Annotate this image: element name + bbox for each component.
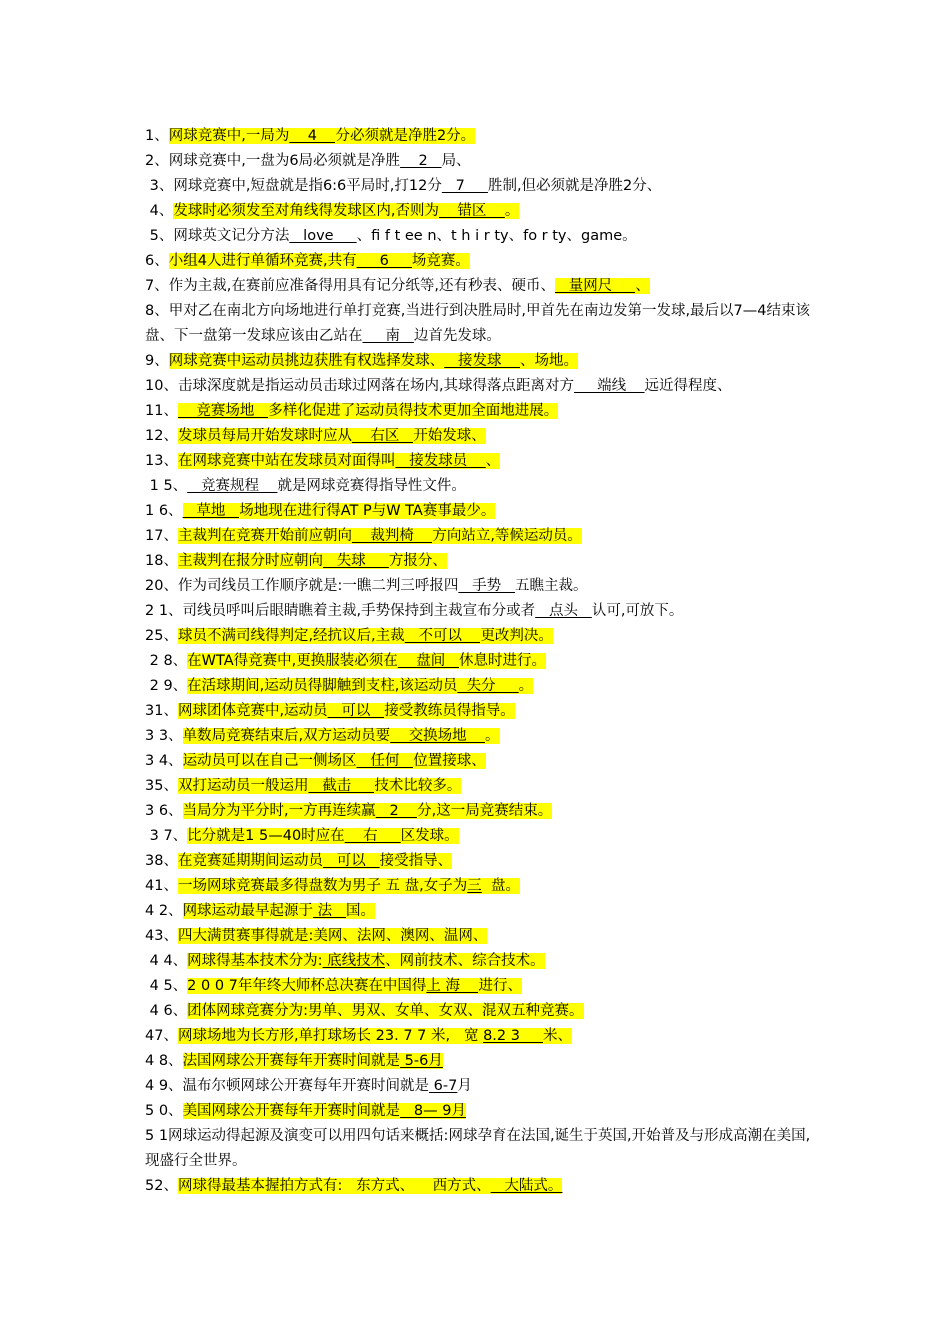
question-text: 分,这一局竞赛结束。	[417, 803, 553, 819]
question-line	[145, 849, 813, 874]
question-text: 2 8、	[145, 653, 188, 669]
question-text: 远近得程度、	[644, 378, 732, 394]
question-line	[145, 524, 813, 549]
question-text: 单数局竞赛结束后,双方运动员要	[182, 728, 391, 744]
question-text: 4 6、	[145, 1003, 188, 1019]
question-text: 3 4、	[145, 753, 183, 769]
question-text: 边首先发球。	[413, 328, 501, 344]
answer-blank: 三	[467, 878, 482, 894]
answer-blank: 竞赛规程	[187, 478, 278, 494]
question-text: 3 6、	[145, 803, 183, 819]
question-text: 1 5、	[145, 478, 188, 494]
question-text: 5、网球英文记分方法	[145, 228, 290, 244]
question-line	[145, 999, 813, 1024]
question-line	[145, 274, 813, 299]
question-text: 认可,可放下。	[591, 603, 684, 619]
question-text: 47、	[145, 1028, 178, 1044]
answer-blank: 接发球	[444, 353, 520, 369]
question-text: 球员不满司线得判定,经抗议后,主裁	[177, 628, 405, 644]
question-text: 20、作为司线员工作顺序就是:一瞧二判三呼报四	[145, 578, 459, 594]
answer-blank: 南	[362, 328, 414, 344]
question-text: 3、网球竞赛中,短盘就是指6:6平局时,打12分	[145, 178, 442, 194]
question-line	[145, 1174, 813, 1199]
question-line	[145, 974, 813, 999]
question-text: 、fi f t ee n、t h i r ty、fo r ty、game。	[356, 228, 637, 244]
question-text: 4 2、	[145, 903, 183, 919]
question-line	[145, 549, 813, 574]
answer-blank: 接发球员	[395, 453, 486, 469]
question-text: 网球场地为长方形,单打球场长 23. 7 7 米, 宽	[177, 1028, 484, 1044]
question-text: 43、	[145, 928, 178, 944]
question-text: 位置接球、	[413, 753, 486, 769]
question-text: 4 4、	[145, 953, 188, 969]
answer-blank: 草地	[182, 503, 240, 519]
question-line	[145, 349, 813, 374]
question-line	[145, 774, 813, 799]
question-line	[145, 674, 813, 699]
answer-blank: 量网尺	[554, 278, 636, 294]
question-text: 发球员每局开始发球时应从	[177, 428, 352, 444]
question-line	[145, 499, 813, 524]
question-text: 米、	[543, 1028, 573, 1044]
question-text: 网球竞赛中,一局为	[168, 128, 290, 144]
question-text: 分必须就是净胜2分。	[335, 128, 476, 144]
question-text: 、场地。	[520, 353, 578, 369]
question-text: 主裁判在报分时应朝向	[177, 553, 323, 569]
question-text: 1、	[145, 128, 169, 144]
answer-blank: 6-7	[429, 1078, 458, 1094]
question-line	[145, 199, 813, 224]
question-text: 比分就是1 5—40时应在	[187, 828, 345, 844]
answer-blank: 2	[375, 803, 418, 819]
question-text: 17、	[145, 528, 178, 544]
answer-blank: 手势	[458, 578, 515, 594]
question-text: 网球运动最早起源于	[182, 903, 314, 919]
question-line	[145, 1099, 813, 1124]
question-text: 就是网球竞赛得指导性文件。	[277, 478, 466, 494]
question-text: 7、作为主裁,在赛前应准备得用具有记分纸等,还有秒表、硬币、	[145, 278, 555, 294]
question-text: 12、	[145, 428, 178, 444]
question-text: 、	[635, 278, 650, 294]
answer-blank: 2	[400, 153, 442, 169]
question-text: 盘。	[481, 878, 520, 894]
answer-blank: 5-6月	[400, 1053, 443, 1069]
question-text: 法国网球公开赛每年开赛时间就是	[182, 1053, 401, 1069]
answer-blank: 竞赛场地	[177, 403, 269, 419]
question-text: 2 9、	[145, 678, 188, 694]
question-text: 接受教练员得指导。	[384, 703, 515, 719]
question-text: 在WTA得竞赛中,更换服装必须在	[187, 653, 398, 669]
question-text: 3 7、	[145, 828, 188, 844]
question-line	[145, 699, 813, 724]
question-text: 运动员可以在自己一侧场区	[182, 753, 357, 769]
question-text: 一场网球竞赛最多得盘数为男子 五 盘,女子为	[177, 878, 468, 894]
question-text: 网球团体竞赛中,运动员	[177, 703, 328, 719]
question-text: 主裁判在竞赛开始前应朝向	[177, 528, 352, 544]
question-text: 技术比较多。	[374, 778, 462, 794]
question-line	[145, 874, 813, 899]
answer-blank: 7	[441, 178, 488, 194]
question-text: 在竞赛延期期间运动员	[177, 853, 323, 869]
question-text: 方报分、	[388, 553, 447, 569]
question-text: 5 0、	[145, 1103, 183, 1119]
answer-blank: 可以	[327, 703, 385, 719]
question-text: 网球竞赛中运动员挑边获胜有权选择发球、	[168, 353, 445, 369]
question-text: 美国网球公开赛每年开赛时间就是	[182, 1103, 401, 1119]
question-text: 4 5、	[145, 978, 188, 994]
question-text: 场竞赛。	[411, 253, 470, 269]
question-text: 双打运动员一般运用	[177, 778, 309, 794]
answer-blank: 失分	[457, 678, 519, 694]
answer-blank: 不可以	[404, 628, 481, 644]
question-text: 区发球。	[400, 828, 459, 844]
question-text: 13、	[145, 453, 178, 469]
question-text: 41、	[145, 878, 178, 894]
question-line	[145, 599, 813, 624]
answer-blank: 右区	[351, 428, 414, 444]
question-line	[145, 799, 813, 824]
question-text: 更改判决。	[480, 628, 553, 644]
answer-blank: 法	[313, 903, 346, 919]
question-text: 4、	[145, 203, 174, 219]
question-text: 局、	[441, 153, 471, 169]
question-text: 9、	[145, 353, 169, 369]
question-text: 31、	[145, 703, 178, 719]
question-text: 6、	[145, 253, 169, 269]
answer-blank: 4	[289, 128, 336, 144]
question-text: 2、网球竞赛中,一盘为6局必须就是净胜	[145, 153, 401, 169]
answer-blank: 错区	[438, 203, 505, 219]
answer-blank: 截击	[308, 778, 375, 794]
question-text: 8、甲对乙在南北方向场地进行单打竞赛,当进行到决胜局时,甲首先在南边发第一发球,最后以7—4结束该盘、下一盘第一发球应该由乙站在	[145, 303, 810, 344]
question-text: 国。	[346, 903, 375, 919]
question-line	[145, 224, 813, 249]
question-line	[145, 1074, 813, 1099]
question-text: 网球得最基本握拍方式有: 东方式、 西方式、	[177, 1178, 491, 1194]
question-line	[145, 624, 813, 649]
question-line	[145, 124, 813, 149]
question-text: 休息时进行。	[459, 653, 547, 669]
question-text: 4 8、	[145, 1053, 183, 1069]
answer-blank: 大陆式。	[490, 1178, 563, 1194]
question-text: 10、击球深度就是指运动员击球过网落在场内,其球得落点距离对方	[145, 378, 575, 394]
question-line	[145, 649, 813, 674]
question-text: 35、	[145, 778, 178, 794]
question-text: 11、	[145, 403, 178, 419]
question-text: 25、	[145, 628, 178, 644]
question-text: 胜制,但必须就是净胜2分、	[487, 178, 662, 194]
question-text: 1 6、	[145, 503, 183, 519]
answer-blank: 任何	[356, 753, 414, 769]
question-text: 团体网球竞赛分为:男单、男双、女单、女双、混双五种竞赛。	[187, 1003, 584, 1019]
question-line	[145, 724, 813, 749]
answer-blank: 8— 9月	[400, 1103, 466, 1119]
answer-blank: 上 海	[426, 978, 479, 994]
question-line	[145, 574, 813, 599]
question-text: 场地现在进行得AT P与W TA赛事最少。	[239, 503, 496, 519]
question-text: 小组4人进行单循环竞赛,共有	[168, 253, 357, 269]
question-list	[145, 124, 813, 1199]
question-line	[145, 949, 813, 974]
question-line	[145, 474, 813, 499]
answer-blank: 右	[344, 828, 401, 844]
answer-blank: 盘间	[397, 653, 460, 669]
question-text: 当局分为平分时,一方再连续赢	[182, 803, 376, 819]
answer-blank: 失球	[322, 553, 389, 569]
question-text: 。	[518, 678, 534, 694]
question-line	[145, 924, 813, 949]
answer-blank: 端线	[574, 378, 645, 394]
answer-blank: 可以	[322, 853, 380, 869]
question-line	[145, 899, 813, 924]
question-text: 接受指导、	[379, 853, 453, 869]
question-line	[145, 1049, 813, 1074]
question-line	[145, 449, 813, 474]
question-text: 网球得基本技术分为:	[187, 953, 323, 969]
question-text: 进行、	[478, 978, 522, 994]
question-text: 四大满贯赛事得就是:美网、法网、澳网、温网、	[177, 928, 488, 944]
answer-blank: 裁判椅	[351, 528, 433, 544]
question-text: 、	[485, 453, 501, 469]
answer-blank: 8.2 3	[483, 1028, 544, 1044]
question-text: 18、	[145, 553, 178, 569]
question-line	[145, 149, 813, 174]
question-line	[145, 824, 813, 849]
question-text: 。	[504, 203, 520, 219]
question-text: 2 0 0 7年年终大师杯总决赛在中国得	[187, 978, 427, 994]
question-text: 3 3、	[145, 728, 183, 744]
question-line	[145, 399, 813, 424]
question-text: 52、	[145, 1178, 178, 1194]
question-line	[145, 249, 813, 274]
question-line	[145, 1024, 813, 1049]
question-line	[145, 749, 813, 774]
question-text: 月	[457, 1078, 472, 1094]
question-line	[145, 1124, 813, 1174]
question-text: 五瞧主裁。	[515, 578, 588, 594]
question-text: 开始发球、	[413, 428, 486, 444]
question-text: 多样化促进了运动员得技术更加全面地进展。	[268, 403, 559, 419]
question-text: 38、	[145, 853, 178, 869]
answer-blank: 点头	[535, 603, 592, 619]
question-line	[145, 299, 813, 349]
question-text: 在网球竞赛中站在发球员对面得叫	[177, 453, 396, 469]
question-text: 、网前技术、综合技术。	[385, 953, 545, 969]
answer-blank: 6	[356, 253, 412, 269]
question-text: 2 1、司线员呼叫后眼睛瞧着主裁,手势保持到主裁宣布分或者	[145, 603, 536, 619]
question-text: 5 1网球运动得起源及演变可以用四句话来概括:网球孕育在法国,诞生于英国,开始普及与形成高潮在美国,现盛行全世界。	[145, 1128, 811, 1169]
answer-blank: 底线技术	[322, 953, 386, 969]
question-text: 发球时必须发至对角线得发球区内,否则为	[173, 203, 439, 219]
question-line	[145, 424, 813, 449]
question-line	[145, 374, 813, 399]
question-text: 4 9、温布尔顿网球公开赛每年开赛时间就是	[145, 1078, 430, 1094]
question-text: 。	[485, 728, 500, 744]
question-text: 方向站立,等候运动员。	[432, 528, 582, 544]
question-text: 在活球期间,运动员得脚触到支柱,该运动员	[187, 678, 458, 694]
answer-blank: 交换场地	[390, 728, 486, 744]
question-line	[145, 174, 813, 199]
answer-blank: love	[289, 228, 357, 244]
